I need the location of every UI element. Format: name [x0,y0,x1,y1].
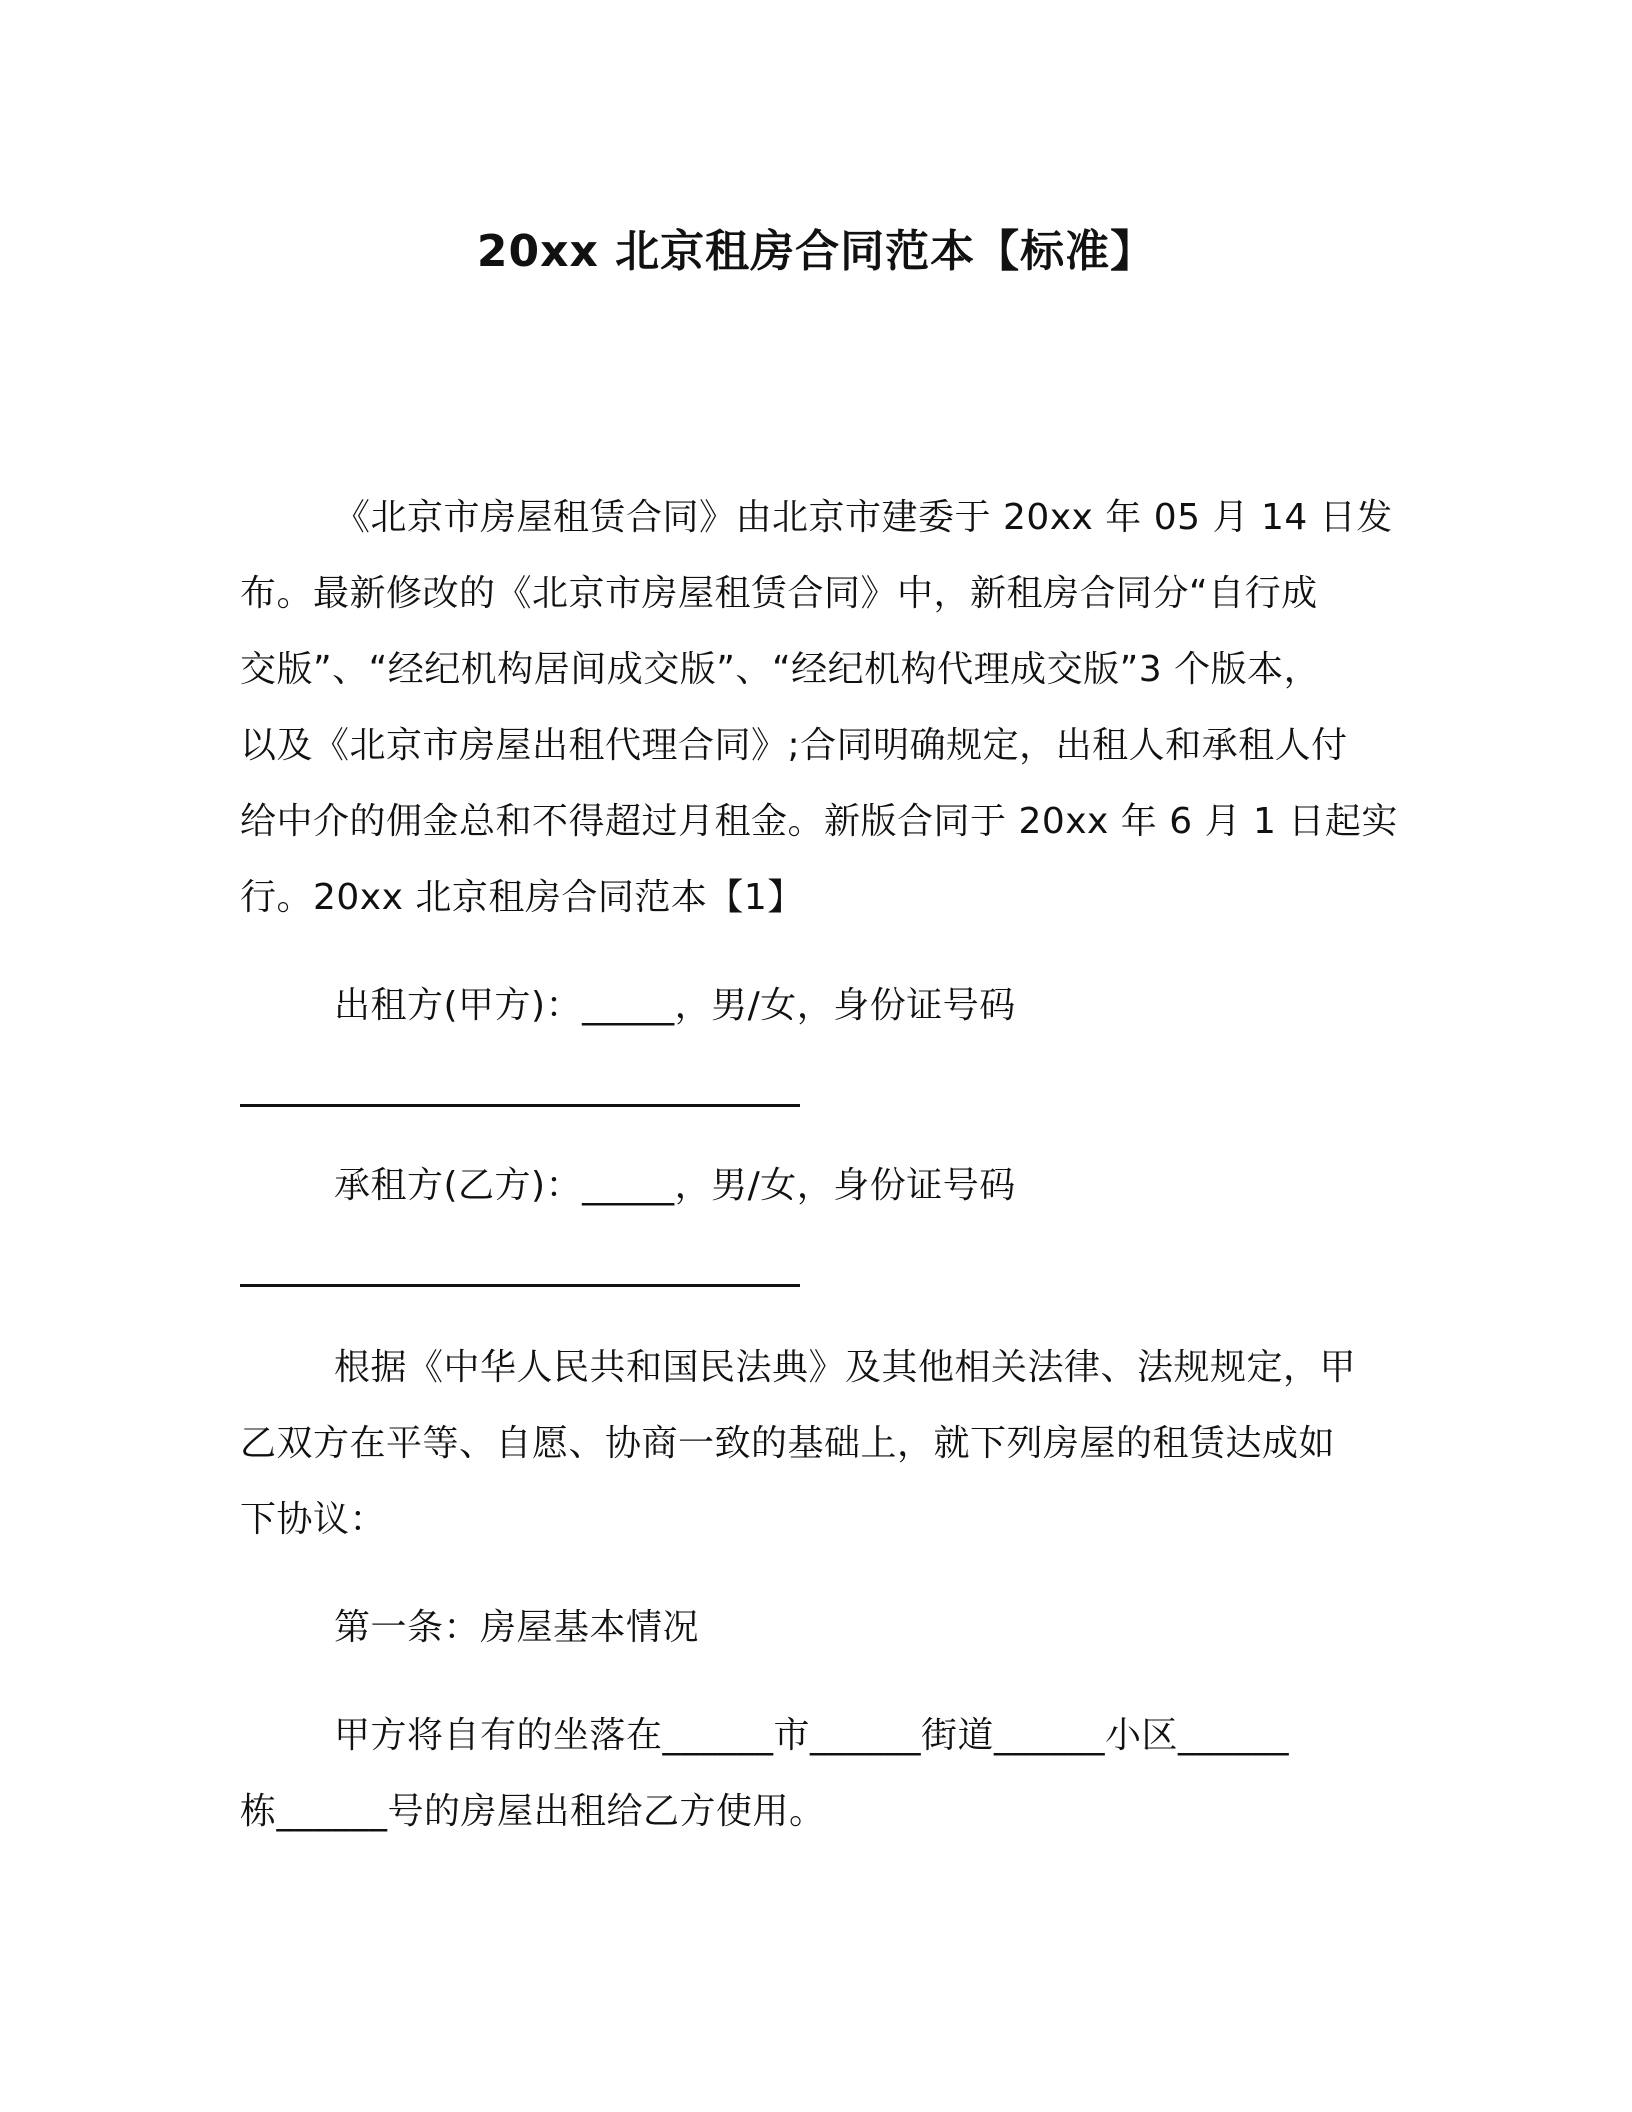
basis-line-2: 乙双方在平等、自愿、协商一致的基础上，就下列房屋的租赁达成如 [240,1423,1336,1464]
document-title: 20xx 北京租房合同范本【标准】 [476,226,1156,277]
lessor-id-blank-line [240,1104,800,1107]
intro-line-2: 布。最新修改的《北京市房屋租赁合同》中，新租房合同分“自行成 [240,573,1318,614]
intro-line-4: 以及《北京市房屋出租代理合同》;合同明确规定，出租人和承租人付 [240,725,1348,766]
intro-line-6: 行。20xx 北京租房合同范本【1】 [240,877,804,918]
basis-line-1: 根据《中华人民共和国民法典》及其他相关法律、法规规定，甲 [334,1347,1357,1388]
article1-heading: 第一条：房屋基本情况 [334,1607,700,1648]
intro-line-5: 给中介的佣金总和不得超过月租金。新版合同于 20xx 年 6 月 1 日起实 [240,801,1398,842]
article1-line-1: 甲方将自有的坐落在______市______街道______小区______ [334,1715,1290,1756]
lessor-line: 出租方(甲方)：_____，男/女，身份证号码 [334,985,1016,1026]
article1-line-2: 栋______号的房屋出租给乙方使用。 [240,1791,826,1832]
lessee-line: 承租方(乙方)：_____，男/女，身份证号码 [334,1165,1016,1206]
intro-line-1: 《北京市房屋租赁合同》由北京市建委于 20xx 年 05 月 14 日发 [334,497,1393,538]
basis-line-3: 下协议： [240,1499,387,1540]
intro-line-3: 交版”、“经纪机构居间成交版”、“经纪机构代理成交版”3 个版本， [240,649,1321,690]
lessee-id-blank-line [240,1284,800,1287]
